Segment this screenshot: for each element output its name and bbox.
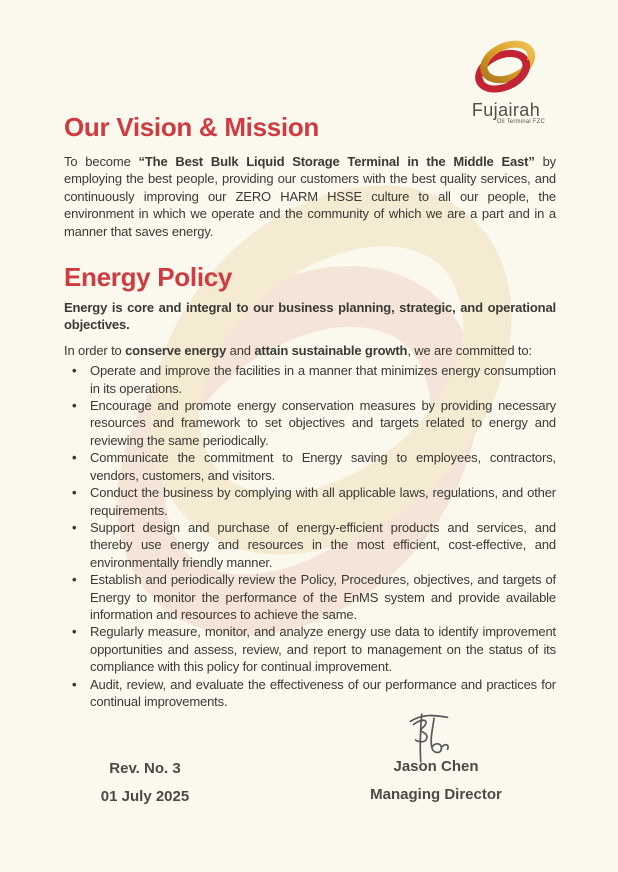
revision-block [70,755,220,811]
policy-intro: Energy is core and integral to our business planning, strategic, and operational objectives. [64,300,556,333]
policy-commitment-line: In order to conserve energy and attain sustainable growth, we are committed to: [64,342,532,358]
list-item: • Conduct the business by complying with all applicable laws, regulations, and other requirements. [90,484,556,519]
list-item: • Operate and improve the facilities in a manner that minimizes energy consumption in its operations. [90,362,556,397]
list-item: • Establish and periodically review the Policy, Procedures, objectives, and targets of Energy to monitor the performance of the EnMS system and provide available information and resources to achieve the same. [90,571,556,623]
list-item: • Communicate the commitment to Energy saving to employees, contractors, vendors, customers, and visitors. [90,449,556,484]
company-logo [446,34,566,126]
vision-paragraph: To become “The Best Bulk Liquid Storage Terminal in the Middle East” by employing the best people, providing our customers with the best quality services, and continuously improving our ZERO HARM HSSE culture to all our people, the environment in which we operate and the community of which we are a part and in a manner that saves energy. [64,154,556,239]
list-item: • Encourage and promote energy conservation measures by providing necessary resources and framework to set objectives and targets related to energy and reviewing the same periodically. [90,397,556,449]
revision-date: 01 July 2025 [100,788,190,805]
fujairah-logo-icon [460,34,552,100]
signatory-title: Managing Director [370,786,502,803]
logo-wordmark: Fujairah [471,100,541,120]
logo-subtitle: Oil Terminal FZC [496,119,545,125]
document-content [64,112,556,710]
list-item: • Audit, review, and evaluate the effectiveness of our performance and practices for continual improvements. [90,676,556,711]
list-item: • Regularly measure, monitor, and analyze energy use data to identify improvement opportunities and assess, review, and report to management on the status of its compliance with this policy for continual improvement. [90,623,556,675]
policy-heading: Energy Policy [64,262,233,293]
signature-icon [400,707,462,769]
list-item: • Support design and purchase of energy-efficient products and services, and thereby use energy and resources in the most efficient, cost-effective, and environmentally friendly manner. [90,519,556,571]
revision-number: Rev. No. 3 [109,760,181,777]
signature-block [352,753,520,809]
vision-heading: Our Vision & Mission [64,112,320,142]
policy-bullet-list [64,362,556,710]
signatory-name: Jason Chen [393,758,479,775]
